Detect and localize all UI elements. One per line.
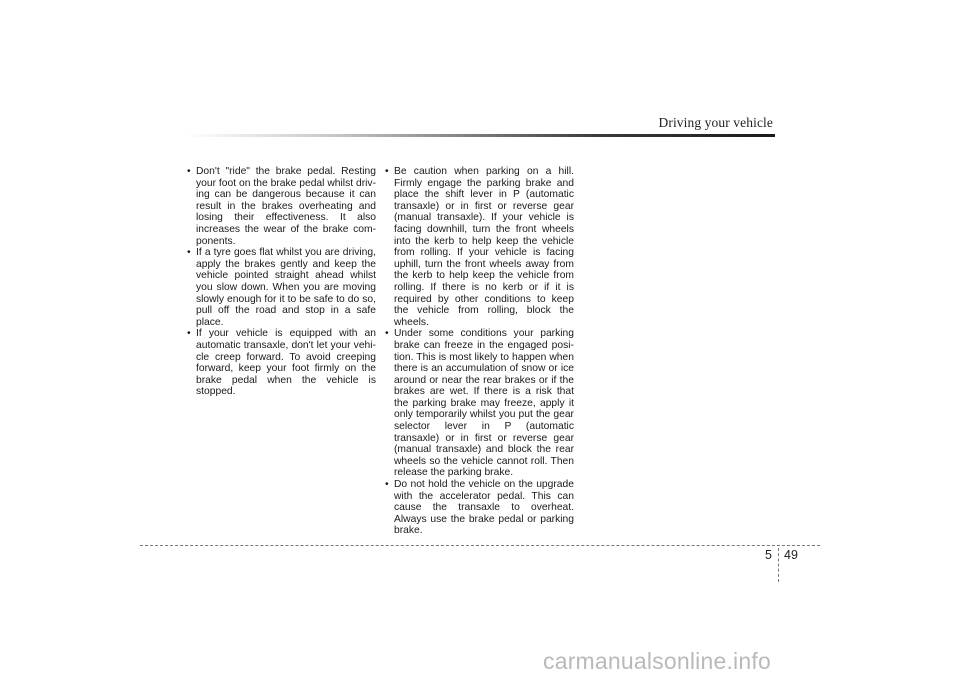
list-item	[187, 166, 376, 247]
list-item	[187, 328, 376, 398]
list-item-text: Don't "ride" the brake pedal. Resting your foot on the brake pedal whilst driv- ing can be dangerous because it can result in the brakes overheating and losing their effectiveness. It also increases the wear of the brake com- ponents.	[196, 166, 376, 247]
list-item	[385, 328, 574, 479]
list-item-text: If a tyre goes flat whilst you are driving, apply the brakes gently and keep the vehicle pointed straight ahead whilst you slow down. When you are moving slowly enough for it to be safe to do so, pull off the road and stop in a safe place.	[196, 247, 376, 328]
bullet-icon: •	[385, 166, 389, 177]
list-item	[385, 479, 574, 537]
list-item	[385, 166, 574, 328]
bullet-list	[187, 166, 376, 398]
header-rule	[185, 134, 775, 137]
left-column	[187, 166, 376, 398]
bullet-icon: •	[385, 328, 389, 340]
chapter-number: 5	[765, 548, 772, 562]
watermark: carmanualsonline.info	[543, 648, 771, 674]
list-item	[187, 247, 376, 328]
section-title: Driving your vehicle	[658, 115, 773, 130]
page-number	[760, 548, 798, 582]
bullet-icon: •	[187, 328, 191, 340]
list-item-text: Do not hold the vehicle on the upgrade with the accelerator pedal. This can cause the transaxle to overheat. Always use the brake pedal or parking brake.	[394, 479, 574, 537]
bullet-icon: •	[187, 247, 191, 259]
page-number-value: 49	[784, 548, 798, 562]
footer-rule	[140, 545, 820, 546]
list-item-text: Under some conditions your parking brake can freeze in the engaged posi- tion. This is most likely to happen when there is an accumulation of snow or ice around or near the rear brakes or if the brakes are wet. If there is a risk that the parking brake may freeze, apply it only temporarily whilst you put the gear selector lever in P (automatic transaxle) or in first or reverse gear (manual transaxle) and block the rear wheels so the vehicle cannot roll. Then release the parking brake.	[394, 328, 574, 479]
right-column	[385, 166, 574, 537]
list-item-text: If your vehicle is equipped with an automatic transaxle, don't let your vehi- cle creep forward. To avoid creeping forward, keep your foot firmly on the brake pedal when the vehicle is stopped.	[196, 328, 376, 398]
bullet-icon: •	[385, 479, 389, 491]
bullet-list	[385, 166, 574, 537]
list-item-text: Be caution when parking on a hill. Firmly engage the parking brake and place the shift lever in P (automatic transaxle) or in first or reverse gear (manual transaxle). If your vehicle is facing downhill, turn the front wheels into the kerb to help keep the vehicle from rolling. If your vehicle is facing uphill, turn the front wheels away from the kerb to help keep the vehicle from rolling. If there is no kerb or if it is required by other conditions to keep the vehicle from rolling, block the wheels.	[394, 166, 574, 328]
bullet-icon: •	[187, 166, 191, 177]
